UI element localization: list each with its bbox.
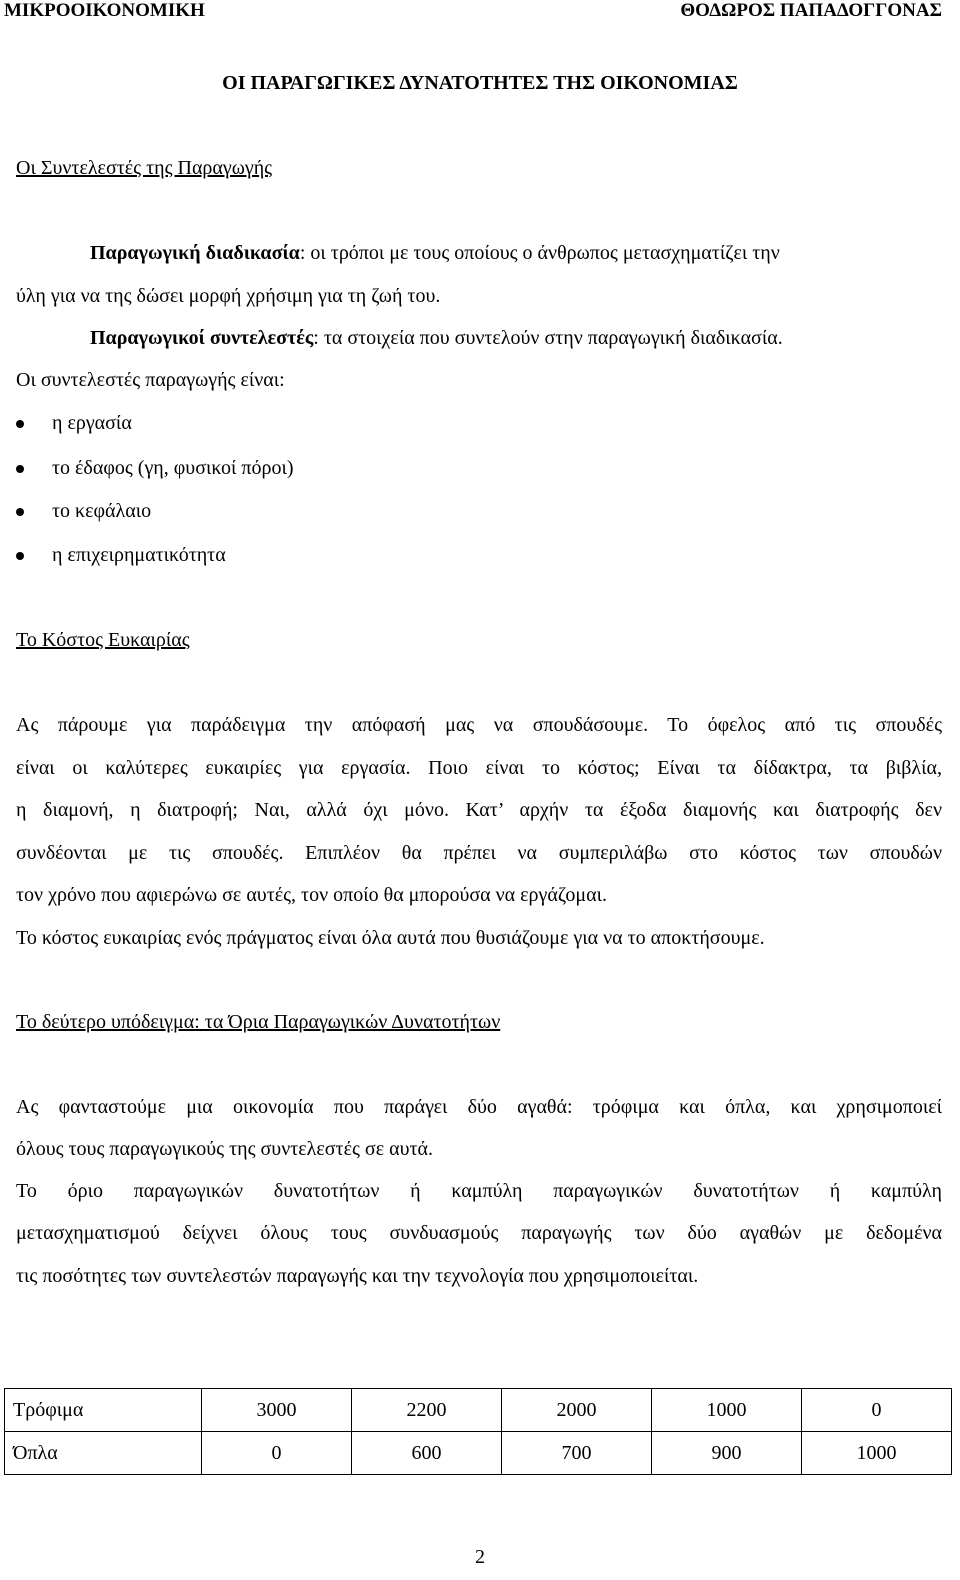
table-cell: 2000 [502,1389,652,1432]
section-heading-opportunity-cost: Το Κόστος Ευκαιρίας [16,629,190,651]
paragraph-line: όλους τους παραγωγικούς της συντελεστές σε αυτά. [16,1138,433,1160]
paragraph-line: τον χρόνο που αφιερώνω σε αυτές, τον οποίο θα μπορούσα να εργάζομαι. [16,884,607,906]
definition-production-factors [90,326,783,350]
term-production-process: Παραγωγική διαδικασία [90,242,300,264]
paragraph-line: τις ποσότητες των συντελεστών παραγωγής και την τεχνολογία που χρησιμοποιείται. [16,1265,699,1287]
table-cell: 3000 [202,1389,352,1432]
bullet-dot [16,465,24,473]
table-cell: 0 [202,1432,352,1475]
table-cell: 2200 [352,1389,502,1432]
table-row-weapons [5,1432,952,1475]
factors-intro: Οι συντελεστές παραγωγής είναι: [16,369,285,391]
paragraph-line: είναι οι καλύτερες ευκαιρίες για εργασία. Ποιο είναι το κόστος; Είναι τα δίδακτρα, τα βιβλία, [16,757,942,779]
table-cell: 0 [802,1389,952,1432]
list-item: το κεφάλαιο [52,500,152,522]
table-cell: 1000 [802,1432,952,1475]
row-label: Τρόφιμα [5,1389,202,1432]
table-cell: 900 [652,1432,802,1475]
header-course-title: ΜΙΚΡΟΟΙΚΟΝΟΜΙΚΗ [4,0,205,21]
section-heading-production-factors: Οι Συντελεστές της Παραγωγής [16,157,273,179]
production-possibilities-table [4,1388,952,1475]
page-number: 2 [475,1546,485,1568]
row-label: Όπλα [5,1432,202,1475]
bullet-dot [16,552,24,560]
paragraph-line: μετασχηματισμού δείχνει όλους τους συνδυασμούς παραγωγής των δύο αγαθών με δεδομένα [16,1222,942,1244]
paragraph-line: η διαμονή, η διατροφή; Ναι, αλλά όχι μόνο. Κατ’ αρχήν τα έξοδα διαμονής και διατροφής δεν [16,799,942,821]
table-cell: 600 [352,1432,502,1475]
definition-text: : οι τρόποι με τους οποίους ο άνθρωπος μετασχηματίζει την [299,242,780,264]
paragraph-line: Το όριο παραγωγικών δυνατοτήτων ή καμπύλη παραγωγικών δυνατοτήτων ή καμπύλη [16,1180,942,1202]
section-heading-ppf: Το δεύτερο υπόδειγμα: τα Όρια Παραγωγικών Δυνατοτήτων [16,1011,501,1033]
definition-text: : τα στοιχεία που συντελούν στην παραγωγική διαδικασία. [313,327,783,349]
list-item: η επιχειρηματικότητα [52,544,226,566]
header-author-name: ΘΟΔΩΡΟΣ ΠΑΠΑΔΟΓΓΟΝΑΣ [680,0,942,21]
table-row-food [5,1389,952,1432]
table-cell: 1000 [652,1389,802,1432]
paragraph-line: συνδέονται με τις σπουδές. Επιπλέον θα πρέπει να συμπεριλάβω στο κόστος των σπουδών [16,842,942,864]
definition-production-process [90,241,780,265]
paragraph-line: Το κόστος ευκαιρίας ενός πράγματος είναι όλα αυτά που θυσιάζουμε για να το αποκτήσουμε. [16,927,765,949]
bullet-dot [16,508,24,516]
page-title: ΟΙ ΠΑΡΑΓΩΓΙΚΕΣ ΔΥΝΑΤΟΤΗΤΕΣ ΤΗΣ ΟΙΚΟΝΟΜΙΑΣ [222,72,738,94]
paragraph-line: Ας πάρουμε για παράδειγμα την απόφασή μας να σπουδάσουμε. Το όφελος από τις σπουδές [16,714,942,736]
list-item: το έδαφος (γη, φυσικοί πόροι) [52,457,294,479]
list-item: η εργασία [52,412,132,434]
table-cell: 700 [502,1432,652,1475]
definition-continuation: ύλη για να της δώσει μορφή χρήσιμη για τη ζωή του. [16,285,441,307]
term-production-factors: Παραγωγικοί συντελεστές [90,327,314,349]
paragraph-line: Ας φανταστούμε μια οικονομία που παράγει δύο αγαθά: τρόφιμα και όπλα, και χρησιμοποιεί [16,1096,942,1118]
bullet-dot [16,420,24,428]
